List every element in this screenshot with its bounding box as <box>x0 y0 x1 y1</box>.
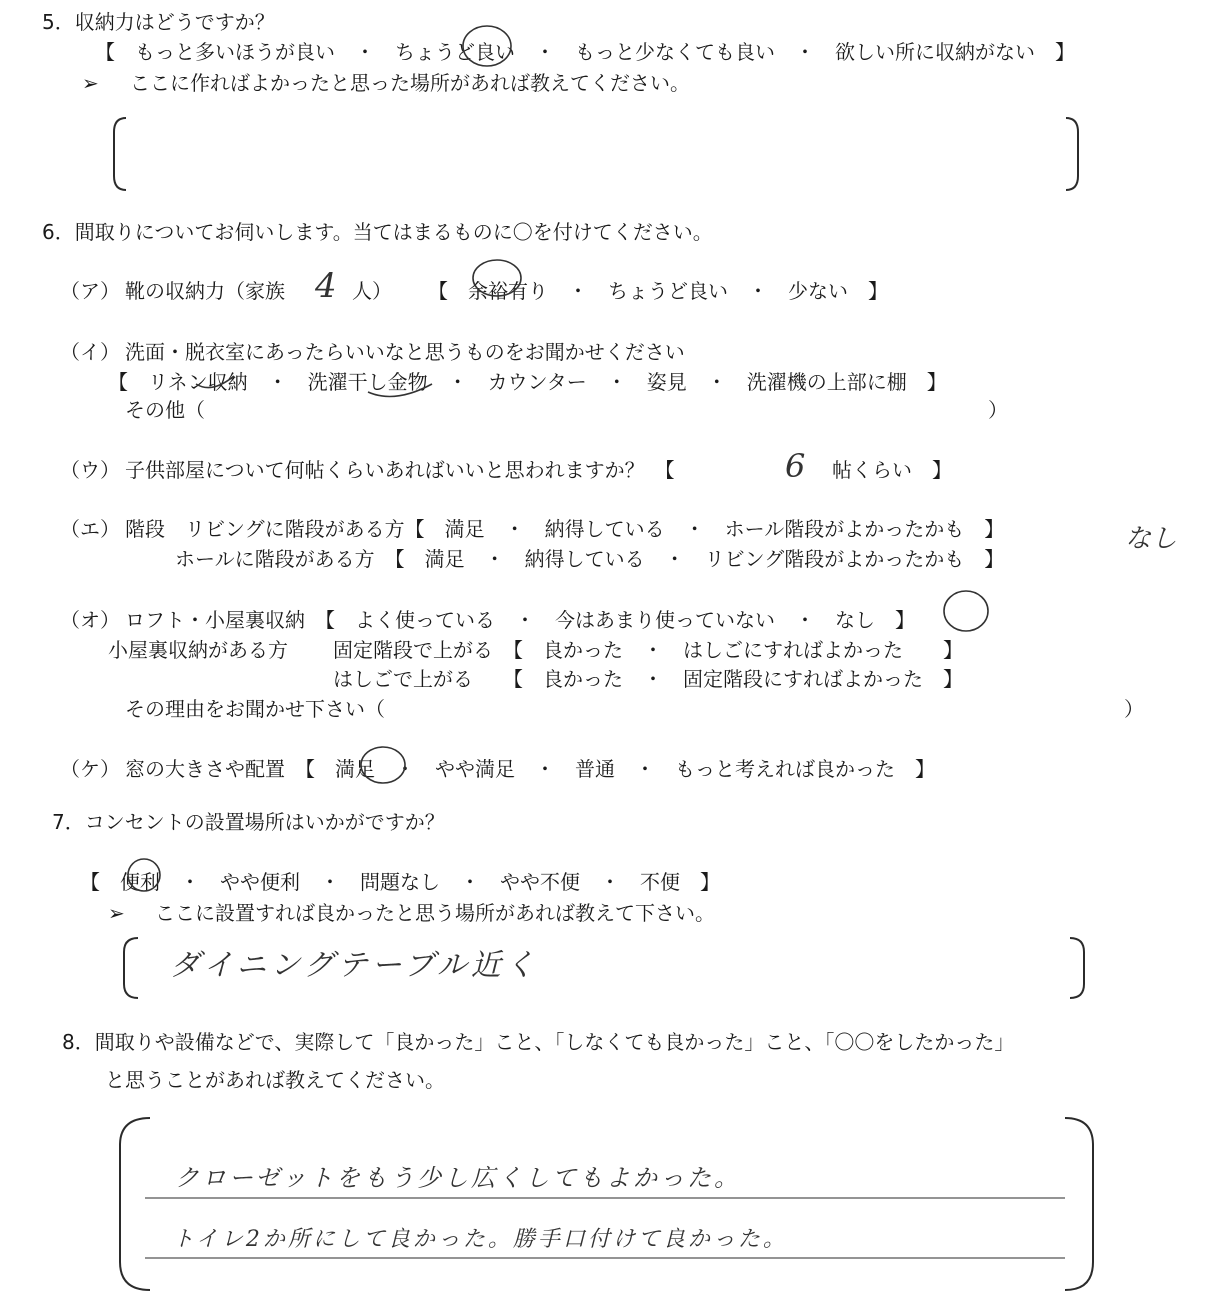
q6-e-label: （エ） <box>60 517 120 541</box>
q6-o-line3: はしごで上がる 【 良かった ・ 固定階段にすればよかった 】 <box>333 667 963 691</box>
q6-i-label: （イ） <box>60 340 120 364</box>
q8-box-right-bracket <box>1065 1118 1093 1290</box>
q6ke-circle-manzoku <box>361 747 405 783</box>
q7-options: 【 便利 ・ やや便利 ・ 問題なし ・ やや不便 ・ 不便 】 <box>80 870 720 894</box>
q6-a-label: （ア） <box>60 279 120 303</box>
q7-title: 7．コンセントの設置場所はいかがですか？ <box>52 810 445 834</box>
q6-o-line2a: 小屋裏収納がある方 <box>108 638 288 662</box>
q8-title2: と思うことがあれば教えてください。 <box>105 1068 445 1092</box>
q6a-circle-yoyu <box>473 260 521 296</box>
q5-circle-chodo <box>463 26 511 66</box>
q6-o-reason: その理由をお聞かせ下さい（ <box>125 697 385 721</box>
q5-box-right-bracket <box>1066 118 1078 190</box>
q5-box-left-bracket <box>114 118 126 190</box>
q7-box-right-bracket <box>1070 938 1084 998</box>
q6o-circle-nashi <box>944 591 988 631</box>
q6-o-reason-close: ） <box>1124 697 1144 721</box>
q5-bullet: ➢ <box>82 71 99 95</box>
q7-circle-benri <box>128 859 160 891</box>
q6-e-line2: ホールに階段がある方 【 満足 ・ 納得している ・ リビング階段がよかったかも 】 <box>175 547 1005 571</box>
q6-e-note-handwritten: なし <box>1125 524 1178 554</box>
q5-prompt: ここに作ればよかったと思った場所があれば教えてください。 <box>130 71 690 95</box>
q6-u-unit: 帖くらい 】 <box>832 458 952 482</box>
q6-a-options: 【 余裕有り ・ ちょうど良い ・ 少ない 】 <box>428 279 888 303</box>
q6-a-family-handwritten: 4 <box>315 266 337 306</box>
q5-title: 5．収納力はどうですか？ <box>42 10 275 34</box>
q6i-mark-linen <box>196 376 234 388</box>
q7-bullet: ➢ <box>108 901 125 925</box>
q6-ke-label: （ケ） <box>60 757 120 781</box>
q6-u-text: 子供部屋について何帖くらいあればいいと思われますか？ 【 <box>125 458 675 482</box>
q6-a-text: 靴の収納力（家族 <box>125 279 285 303</box>
q7-answer-handwritten: ダイニングテーブル近く <box>170 948 539 983</box>
q6-a-unit: 人） <box>352 279 392 303</box>
q6-e-line1: 階段 リビングに階段がある方【 満足 ・ 納得している ・ ホール階段がよかったかも 】 <box>125 517 1005 541</box>
q6-u-label: （ウ） <box>60 458 120 482</box>
q6-ke-text: 窓の大きさや配置 【 満足 ・ やや満足 ・ 普通 ・ もっと考えれば良かった 】 <box>125 757 935 781</box>
q8-box-left-bracket <box>120 1118 150 1290</box>
q6-i-options: 【 リネン収納 ・ 洗濯干し金物 ・ カウンター ・ 姿見 ・ 洗濯機の上部に棚 】 <box>108 370 947 394</box>
q6-u-value-handwritten: 6 <box>785 447 806 485</box>
q6-o-label: （オ） <box>60 608 120 632</box>
q6-i-other-close: ） <box>988 398 1008 422</box>
q6-i-other: その他（ <box>125 398 205 422</box>
q6i-mark-sentaku <box>368 384 432 397</box>
q7-box-left-bracket <box>124 938 138 998</box>
q6-o-line1: ロフト・小屋裏収納 【 よく使っている ・ 今はあまり使っていない ・ なし 】 <box>125 608 915 632</box>
q8-answer1-handwritten: クローゼットをもう少し広くしてもよかった。 <box>175 1164 742 1192</box>
q6-i-text: 洗面・脱衣室にあったらいいなと思うものをお聞かせください <box>125 340 685 364</box>
q6-o-line2b: 固定階段で上がる 【 良かった ・ はしごにすればよかった 】 <box>333 638 963 662</box>
q7-prompt: ここに設置すれば良かったと思う場所があれば教えて下さい。 <box>155 901 715 925</box>
q8-title: 8．間取りや設備などで、実際して「良かった」こと、「しなくても良かった」こと、「〇〇をしたかった」 <box>62 1030 1015 1054</box>
q6-title: 6．間取りについてお伺いします。当てはまるものに〇を付けてください。 <box>42 220 713 244</box>
q8-answer2-handwritten: トイレ2か所にして良かった。勝手口付けて良かった。 <box>172 1227 788 1252</box>
q5-options: 【 もっと多いほうが良い ・ ちょうど良い ・ もっと少なくても良い ・ 欲しい所に収納がない 】 <box>95 40 1075 64</box>
